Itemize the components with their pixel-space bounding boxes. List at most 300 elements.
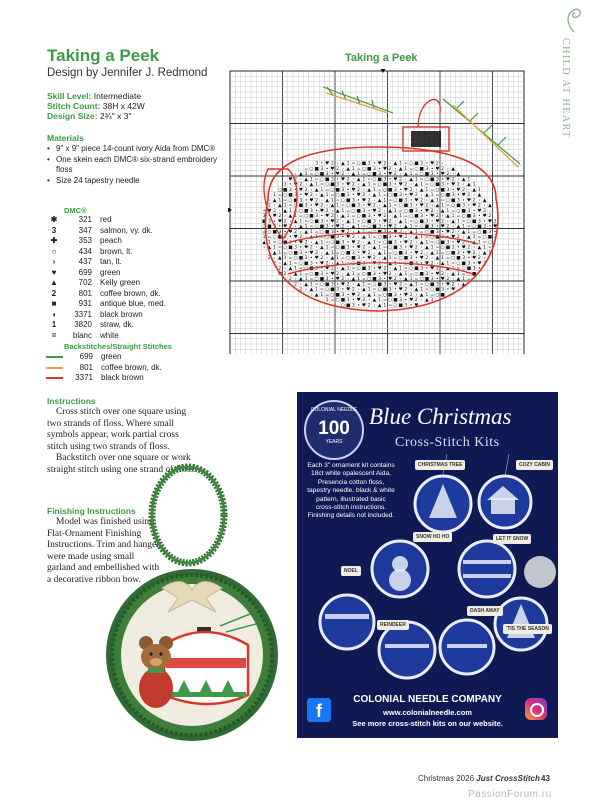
chart-stitch-symbol: ♥ xyxy=(293,182,298,188)
chart-stitch-symbol: 2 xyxy=(446,172,450,178)
chart-stitch-symbol: 3 xyxy=(399,245,403,251)
chart-stitch-symbol: ■ xyxy=(382,235,388,241)
chart-stitch-symbol: 1 xyxy=(378,245,382,251)
chart-stitch-symbol: › xyxy=(273,203,276,209)
chart-stitch-symbol: 2 xyxy=(483,208,487,214)
chart-stitch-symbol: 3 xyxy=(383,177,387,183)
chart-stitch-symbol: = xyxy=(398,261,403,267)
dmc-key-table xyxy=(44,215,166,341)
chart-stitch-symbol: 3 xyxy=(372,219,376,225)
chart-stitch-symbol: › xyxy=(299,229,302,235)
chart-stitch-symbol: ♥ xyxy=(398,287,403,293)
chart-stitch-symbol: ▲ xyxy=(456,224,461,230)
chart-stitch-symbol: ▲ xyxy=(377,303,382,309)
chart-stitch-symbol: 1 xyxy=(309,282,313,288)
chart-stitch-symbol: 1 xyxy=(330,250,334,256)
chart-stitch-symbol: ♥ xyxy=(382,219,387,225)
chart-stitch-symbol: ○ xyxy=(382,187,387,193)
chart-stitch-symbol: 1 xyxy=(383,250,387,256)
chart-stitch-symbol: 1 xyxy=(467,177,471,183)
chart-stitch-symbol: ▲ xyxy=(388,208,392,214)
chart-stitch-symbol: 2 xyxy=(351,287,355,293)
chart-stitch-symbol: ▲ xyxy=(314,292,319,298)
chart-stitch-symbol: • xyxy=(320,214,324,220)
dmc-symbol: ✱ xyxy=(50,215,58,224)
chart-stitch-symbol: 1 xyxy=(399,161,403,167)
chart-stitch-symbol: ■ xyxy=(393,193,398,199)
facebook-icon[interactable]: f xyxy=(307,698,331,722)
chart-stitch-symbol: ■ xyxy=(366,271,372,277)
chart-stitch-symbol: ○ xyxy=(319,177,324,183)
chart-stitch-symbol: • xyxy=(488,224,492,230)
chart-stitch-symbol: ○ xyxy=(424,229,429,235)
chart-stitch-symbol: 1 xyxy=(278,198,282,204)
chart-stitch-symbol: 2 xyxy=(393,172,397,178)
chart-stitch-symbol: • xyxy=(425,214,429,220)
chart-stitch-symbol: ♥ xyxy=(430,161,435,167)
chart-stitch-symbol: 2 xyxy=(393,224,397,230)
chart-stitch-symbol: ■ xyxy=(387,292,393,298)
chart-stitch-symbol: = xyxy=(319,287,324,293)
chart-stitch-symbol: › xyxy=(352,229,355,235)
chart-stitch-symbol: › xyxy=(473,245,476,251)
chart-stitch-symbol: • xyxy=(325,219,329,225)
chart-stitch-symbol: › xyxy=(404,177,407,183)
chart-stitch-symbol: ■ xyxy=(456,203,461,209)
chart-stitch-symbol: ○ xyxy=(298,208,303,214)
backstitch-line-swatch xyxy=(46,377,63,379)
instructions-heading: Instructions xyxy=(47,396,96,406)
chart-stitch-symbol: › xyxy=(383,261,386,267)
chart-stitch-symbol: 1 xyxy=(372,240,376,246)
chart-stitch-symbol: ○ xyxy=(477,229,482,235)
chart-stitch-symbol: ♥ xyxy=(445,282,450,288)
dmc-row xyxy=(44,278,166,289)
chart-stitch-symbol: 1 xyxy=(288,261,292,267)
chart-stitch-symbol: ♥ xyxy=(388,172,393,178)
chart-stitch-symbol: ■ xyxy=(345,250,351,256)
chart-stitch-symbol: • xyxy=(446,287,450,293)
chart-stitch-symbol: ♥ xyxy=(398,235,403,241)
chart-stitch-symbol: ▲ xyxy=(346,166,350,172)
chart-stitch-symbol: ▲ xyxy=(461,229,466,235)
chart-stitch-symbol: › xyxy=(441,161,444,167)
chart-stitch-symbol: 1 xyxy=(320,240,324,246)
chart-stitch-symbol: ○ xyxy=(304,214,309,220)
chart-stitch-symbol: 1 xyxy=(462,224,466,230)
chart-stitch-symbol: • xyxy=(336,282,339,288)
chart-stitch-symbol: › xyxy=(347,277,350,283)
chart-stitch-symbol: ■ xyxy=(319,277,325,283)
chart-stitch-symbol: ▲ xyxy=(314,187,319,193)
chart-stitch-symbol: 3 xyxy=(262,214,266,220)
chart-stitch-symbol: › xyxy=(357,182,360,188)
chart-stitch-symbol: • xyxy=(373,214,376,220)
chart-stitch-symbol: ○ xyxy=(445,250,450,256)
chart-stitch-symbol: ♥ xyxy=(477,261,482,267)
chart-stitch-symbol: ▲ xyxy=(451,271,455,277)
ad-description: Each 3" ornament kit contains 18ct white opalescent Aida, Presencia cotton floss, tapestry needle, black & white pattern, illustrated basic cross-stitch instructions. Finishing details not included. xyxy=(307,462,395,520)
chart-stitch-symbol: › xyxy=(341,219,344,225)
chart-stitch-symbol: ♥ xyxy=(461,193,466,199)
chart-stitch-symbol: 1 xyxy=(414,282,418,288)
chart-stitch-symbol: 2 xyxy=(472,198,476,204)
chart-stitch-symbol: ■ xyxy=(309,266,314,272)
chart-stitch-symbol: ▲ xyxy=(451,166,455,172)
chart-stitch-symbol: ♥ xyxy=(377,161,382,167)
chart-stitch-symbol: › xyxy=(389,214,392,220)
chart-stitch-symbol: ■ xyxy=(319,224,325,230)
chart-stitch-symbol: ♥ xyxy=(451,235,456,241)
chart-stitch-symbol: = xyxy=(361,224,366,230)
chart-stitch-symbol: ○ xyxy=(356,266,361,272)
chart-stitch-symbol: ■ xyxy=(351,256,356,262)
chart-stitch-symbol: 1 xyxy=(446,261,450,267)
chart-stitch-symbol: 3 xyxy=(388,287,392,293)
dmc-number: 434 xyxy=(78,246,92,256)
chart-stitch-symbol: › xyxy=(331,261,334,267)
chart-stitch-symbol: • xyxy=(320,161,324,167)
chart-stitch-symbol: ○ xyxy=(309,166,314,172)
chart-stitch-symbol: ▲ xyxy=(414,235,419,241)
dmc-symbol: 2 xyxy=(51,288,57,298)
chart-stitch-symbol: › xyxy=(394,166,397,172)
chart-stitch-symbol: ♥ xyxy=(456,187,461,193)
chart-stitch-symbol: ○ xyxy=(382,240,387,246)
chart-stitch-symbol: › xyxy=(347,172,350,178)
chart-stitch-symbol: 3 xyxy=(320,219,324,225)
chart-stitch-symbol: ○ xyxy=(377,235,382,241)
instagram-icon[interactable] xyxy=(525,698,547,720)
chart-stitch-symbol: 2 xyxy=(446,277,450,283)
chart-stitch-symbol: ♥ xyxy=(298,187,303,193)
chart-stitch-symbol: ♥ xyxy=(466,250,471,256)
chart-stitch-symbol: ♥ xyxy=(288,229,293,235)
chart-stitch-symbol: 2 xyxy=(435,214,439,220)
chart-stitch-symbol: ○ xyxy=(393,303,398,309)
chart-stitch-symbol: ■ xyxy=(424,224,430,230)
chart-stitch-symbol: › xyxy=(373,198,376,204)
chart-stitch-symbol: ○ xyxy=(330,187,335,193)
chart-stitch-symbol: › xyxy=(341,271,344,277)
chart-stitch-symbol: • xyxy=(320,266,324,272)
backstitch-name: green xyxy=(101,352,122,361)
chart-stitch-symbol: 3 xyxy=(383,229,387,235)
chart-stitch-symbol: › xyxy=(352,177,355,183)
chart-stitch-symbol: 2 xyxy=(294,229,298,235)
chart-stitch-symbol: ○ xyxy=(393,250,398,256)
chart-stitch-symbol: ■ xyxy=(314,271,319,277)
chart-stitch-symbol: › xyxy=(431,203,434,209)
chart-stitch-symbol: 3 xyxy=(393,292,397,298)
chart-stitch-symbol: • xyxy=(409,250,413,256)
chart-stitch-symbol: ○ xyxy=(361,219,366,225)
chart-stitch-symbol: 3 xyxy=(372,271,376,277)
chart-stitch-symbol: • xyxy=(341,287,345,293)
chart-stitch-symbol: 1 xyxy=(425,292,429,298)
chart-stitch-symbol: 2 xyxy=(477,256,481,262)
backstitch-row xyxy=(44,373,162,384)
chart-stitch-symbol: ▲ xyxy=(398,219,403,225)
chart-stitch-symbol: › xyxy=(383,208,386,214)
chart-stitch-symbol: ■ xyxy=(282,240,288,246)
chart-stitch-symbol: ▲ xyxy=(435,256,440,262)
chart-stitch-symbol: ○ xyxy=(351,208,356,214)
chart-stitch-symbol: › xyxy=(446,219,449,225)
chart-stitch-symbol: 2 xyxy=(357,240,361,246)
chart-stitch-symbol: 1 xyxy=(367,235,371,241)
chart-stitch-symbol: › xyxy=(368,193,371,199)
chart-stitch-symbol: › xyxy=(373,303,376,309)
chart-stitch-symbol: ♥ xyxy=(298,240,303,246)
chart-stitch-symbol: 1 xyxy=(336,203,340,209)
chart-stitch-symbol: ▲ xyxy=(356,282,361,288)
chart-stitch-symbol: ○ xyxy=(430,287,435,293)
chart-stitch-symbol: › xyxy=(420,298,423,304)
chart-stitch-symbol: • xyxy=(420,261,423,267)
chart-stitch-symbol: 1 xyxy=(446,208,450,214)
chart-stitch-symbol: 1 xyxy=(383,198,387,204)
chart-stitch-symbol: ▲ xyxy=(435,203,440,209)
chart-stitch-symbol: › xyxy=(457,282,460,288)
dmc-number: 353 xyxy=(78,236,92,245)
chart-stitch-symbol: ▲ xyxy=(377,198,382,204)
chart-stitch-symbol: • xyxy=(357,198,360,204)
chart-stitch-symbol: 1 xyxy=(430,298,434,304)
chart-stitch-symbol: ♥ xyxy=(372,261,377,267)
chart-stitch-symbol: ♥ xyxy=(288,177,293,183)
chart-stitch-symbol: • xyxy=(325,271,329,277)
chart-stitch-symbol: ♥ xyxy=(388,277,393,283)
chart-stitch-symbol: • xyxy=(373,161,376,167)
chart-stitch-symbol: › xyxy=(478,250,481,256)
chart-stitch-symbol: ○ xyxy=(346,203,351,209)
chart-stitch-symbol: 2 xyxy=(351,235,355,241)
chart-stitch-symbol: ○ xyxy=(487,240,492,246)
backstitch-name: black brown xyxy=(101,373,144,382)
chart-stitch-symbol: = xyxy=(445,203,450,209)
chart-stitch-symbol: ○ xyxy=(293,203,298,209)
chart-stitch-symbol: = xyxy=(403,161,408,167)
chart-stitch-symbol: ♥ xyxy=(487,219,492,225)
chart-stitch-symbol: = xyxy=(435,245,440,251)
chart-stitch-symbol: › xyxy=(425,198,428,204)
chart-stitch-symbol: 1 xyxy=(294,266,298,272)
chart-stitch-symbol: › xyxy=(431,256,434,262)
chart-stitch-symbol: ▲ xyxy=(320,245,324,251)
chart-stitch-symbol: • xyxy=(341,182,345,188)
chart-stitch-symbol: • xyxy=(336,229,339,235)
chart-stitch-symbol: 3 xyxy=(283,182,287,188)
chart-stitch-symbol: › xyxy=(362,240,365,246)
chart-stitch-symbol: = xyxy=(377,292,382,298)
chart-stitch-symbol: = xyxy=(466,277,471,283)
chart-stitch-symbol: ▲ xyxy=(451,219,455,225)
chart-stitch-symbol: ○ xyxy=(309,271,314,277)
chart-stitch-symbol: 1 xyxy=(425,240,429,246)
chart-stitch-symbol: 2 xyxy=(288,277,292,283)
chart-stitch-symbol: ▲ xyxy=(377,250,382,256)
chart-stitch-symbol: ■ xyxy=(372,224,377,230)
dmc-symbol: ▲ xyxy=(50,278,58,287)
chart-stitch-symbol: • xyxy=(436,224,439,230)
chart-stitch-symbol: • xyxy=(283,229,287,235)
chart-stitch-symbol: = xyxy=(367,177,372,183)
chart-stitch-symbol: ♥ xyxy=(304,245,309,251)
chart-stitch-symbol: › xyxy=(415,240,418,246)
chart-stitch-symbol: ♥ xyxy=(351,187,356,193)
chart-stitch-symbol: 1 xyxy=(357,172,361,178)
kit-tag: REINDEER xyxy=(377,620,409,630)
chart-stitch-symbol: › xyxy=(457,177,460,183)
chart-stitch-symbol: ♥ xyxy=(393,229,398,235)
chart-stitch-symbol: 2 xyxy=(367,250,371,256)
chart-stitch-symbol: ○ xyxy=(325,235,330,241)
chart-stitch-symbol: 3 xyxy=(315,214,319,220)
chart-stitch-symbol: = xyxy=(409,271,414,277)
chart-stitch-symbol: 1 xyxy=(456,271,460,277)
chart-stitch-symbol: 3 xyxy=(309,208,313,214)
chart-stitch-symbol: = xyxy=(403,266,408,272)
chart-stitch-symbol: ○ xyxy=(319,229,324,235)
chart-stitch-symbol: 1 xyxy=(315,235,319,241)
chart-stitch-symbol: • xyxy=(304,250,308,256)
chart-stitch-symbol: 1 xyxy=(367,287,371,293)
chart-stitch-symbol: • xyxy=(409,198,413,204)
chart-stitch-symbol: 2 xyxy=(383,266,387,272)
chart-stitch-symbol: › xyxy=(373,250,376,256)
chart-stitch-symbol: ○ xyxy=(262,224,267,230)
chart-stitch-symbol: 1 xyxy=(351,166,355,172)
chart-stitch-symbol: 2 xyxy=(330,266,334,272)
dmc-row xyxy=(44,299,166,310)
chart-stitch-symbol: 3 xyxy=(357,256,361,262)
chart-stitch-symbol: 2 xyxy=(320,256,324,262)
chart-stitch-symbol: › xyxy=(299,177,302,183)
chart-stitch-symbol: 3 xyxy=(299,250,303,256)
chart-stitch-symbol: › xyxy=(368,298,371,304)
chart-stitch-symbol: ○ xyxy=(398,256,403,262)
dmc-heading: DMC® xyxy=(64,206,87,215)
chart-stitch-symbol: ○ xyxy=(388,245,393,251)
footer-issue xyxy=(418,774,540,783)
backstitch-number: 699 xyxy=(79,352,93,361)
chart-stitch-symbol: 2 xyxy=(341,277,345,283)
chart-stitch-symbol: › xyxy=(399,172,402,178)
chart-stitch-symbol: ■ xyxy=(440,292,445,298)
dmc-row xyxy=(44,247,166,258)
chart-stitch-symbol: ○ xyxy=(451,203,456,209)
chart-stitch-symbol: = xyxy=(356,166,361,172)
chart-stitch-symbol: 3 xyxy=(393,240,397,246)
backstitch-number: 801 xyxy=(79,362,93,372)
chart-stitch-symbol: › xyxy=(268,250,271,256)
chart-stitch-symbol: • xyxy=(409,303,413,309)
chart-stitch-symbol: ▲ xyxy=(372,298,377,304)
dmc-row xyxy=(44,226,166,237)
chart-stitch-symbol: ○ xyxy=(330,240,335,246)
chart-stitch-symbol: = xyxy=(456,214,461,220)
chart-stitch-symbol: › xyxy=(341,166,344,172)
chart-stitch-symbol: ▲ xyxy=(388,261,392,267)
chart-stitch-symbol: ■ xyxy=(414,266,419,272)
chart-stitch-symbol: 3 xyxy=(435,282,439,288)
chart-stitch-symbol: › xyxy=(284,214,287,220)
chart-stitch-symbol: › xyxy=(415,292,418,298)
chart-stitch-symbol: ♥ xyxy=(319,208,324,214)
chart-stitch-symbol: ■ xyxy=(419,166,424,172)
chart-stitch-symbol: ○ xyxy=(424,177,429,183)
chart-stitch-symbol: ▲ xyxy=(404,224,408,230)
dmc-name: white xyxy=(100,330,119,340)
chart-stitch-symbol: ■ xyxy=(477,224,482,230)
chart-stitch-symbol: ■ xyxy=(398,303,403,309)
chart-stitch-symbol: ■ xyxy=(393,298,398,304)
chart-stitch-symbol: • xyxy=(331,224,334,230)
chart-stitch-symbol: ▲ xyxy=(341,214,345,220)
chart-stitch-symbol: ○ xyxy=(304,266,309,272)
chart-stitch-symbol: 1 xyxy=(378,193,382,199)
chart-stitch-symbol: 3 xyxy=(425,271,429,277)
chart-stitch-symbol: 1 xyxy=(320,187,324,193)
chart-stitch-symbol: = xyxy=(288,256,293,262)
chart-stitch-symbol: 1 xyxy=(330,198,334,204)
kit-tag: DASH AWAY xyxy=(467,606,503,616)
ad-url[interactable]: www.colonialneedle.com xyxy=(383,708,472,717)
chart-stitch-symbol: 2 xyxy=(483,261,487,267)
chart-stitch-symbol: 3 xyxy=(451,245,455,251)
chart-stitch-symbol: • xyxy=(383,172,387,178)
chart-stitch-symbol: ■ xyxy=(277,235,283,241)
chart-stitch-symbol: 2 xyxy=(441,271,445,277)
chart-stitch-symbol: ♥ xyxy=(346,287,351,293)
dmc-symbol: ♥ xyxy=(51,267,57,277)
dmc-name: brown, lt. xyxy=(100,246,133,256)
chart-stitch-symbol: ○ xyxy=(288,250,293,256)
chart-stitch-symbol: › xyxy=(478,198,481,204)
chart-stitch-symbol: • xyxy=(383,224,387,230)
chart-stitch-symbol: ○ xyxy=(398,203,403,209)
chart-stitch-symbol: • xyxy=(362,203,366,209)
chart-stitch-symbol: = xyxy=(440,250,445,256)
chart-stitch-symbol: 3 xyxy=(346,298,350,304)
chart-stitch-symbol: = xyxy=(314,282,319,288)
chart-stitch-symbol: = xyxy=(388,198,393,204)
advertisement[interactable] xyxy=(297,392,558,738)
chart-stitch-symbol: ■ xyxy=(356,208,361,214)
chart-stitch-symbol: ♥ xyxy=(351,240,356,246)
chart-stitch-symbol: 2 xyxy=(399,282,403,288)
chart-stitch-symbol: = xyxy=(335,250,340,256)
chart-stitch-symbol: = xyxy=(414,224,419,230)
chart-stitch-symbol: 1 xyxy=(388,203,392,209)
chart-stitch-symbol: ♥ xyxy=(361,303,366,309)
chart-stitch-symbol: ○ xyxy=(361,271,366,277)
chart-stitch-symbol: › xyxy=(420,245,423,251)
chart-stitch-symbol: = xyxy=(325,240,330,246)
chart-stitch-symbol: 2 xyxy=(404,235,408,241)
chart-stitch-symbol: = xyxy=(487,245,492,251)
chart-stitch-symbol: ○ xyxy=(335,193,340,199)
chart-stitch-symbol: ■ xyxy=(335,187,340,193)
chart-stitch-symbol: • xyxy=(346,187,350,193)
chart-stitch-symbol: • xyxy=(404,193,408,199)
chart-stitch-symbol: ○ xyxy=(277,240,282,246)
chart-stitch-symbol: 3 xyxy=(367,266,371,272)
chart-stitch-symbol: ■ xyxy=(377,282,382,288)
chart-stitch-symbol: › xyxy=(441,214,444,220)
chart-stitch-symbol: ○ xyxy=(283,193,288,199)
